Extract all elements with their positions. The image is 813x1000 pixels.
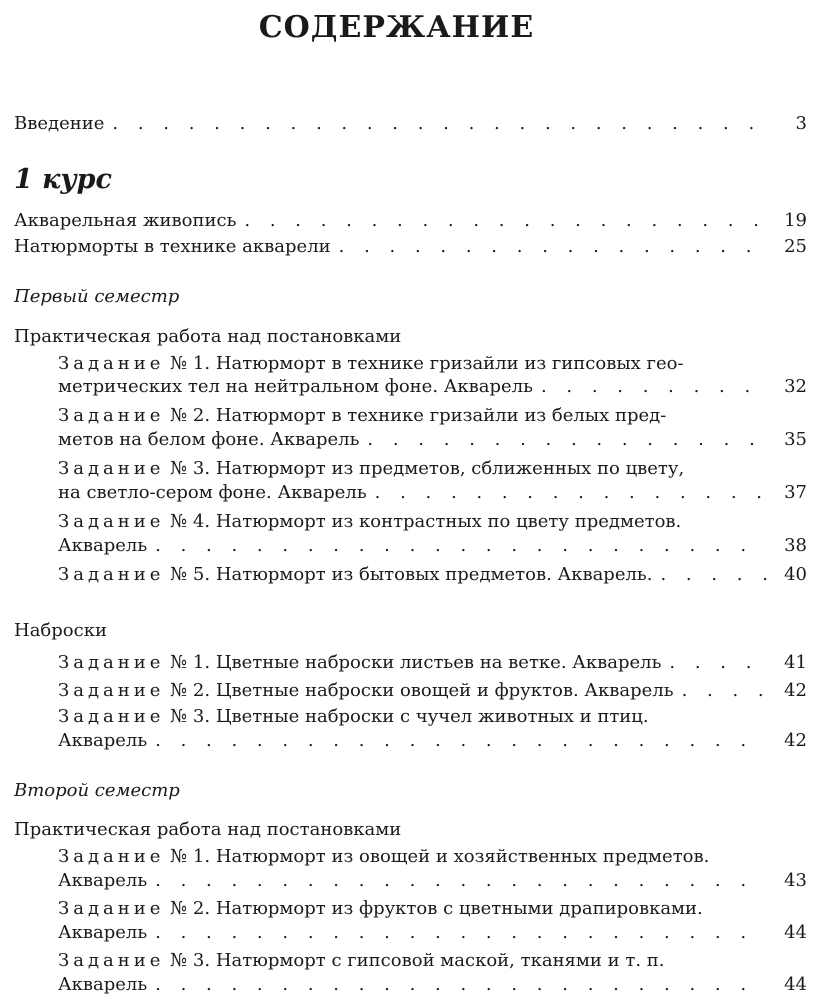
page-number: 38 <box>784 535 807 556</box>
task-text: метов на белом фоне. Акварель <box>58 429 360 450</box>
task-text-body: Цветные наброски овощей и фруктов. Акварель <box>215 680 674 701</box>
page-number: 32 <box>784 376 807 397</box>
dot-leader <box>155 975 767 995</box>
task-number: № 5. <box>170 564 211 585</box>
section-sketches: Наброски <box>14 620 107 641</box>
task-text: метрических тел на нейтральном фоне. Акварель <box>58 376 533 397</box>
page-number: 19 <box>784 210 807 231</box>
task-text: Акварель <box>58 870 148 891</box>
task-text: Акварель <box>58 535 148 556</box>
page-number: 35 <box>784 429 807 450</box>
task2-2-line-2 <box>58 917 807 943</box>
task-number: № 4. <box>170 511 211 532</box>
course-heading: 1 курс <box>14 164 112 195</box>
task-label: Задание <box>58 564 165 585</box>
task-text: Акварель <box>58 922 148 943</box>
dot-leader <box>375 483 767 503</box>
page-number: 43 <box>784 870 807 891</box>
dot-leader <box>155 923 767 943</box>
task-text: Натюрморт из фруктов с цветными драпировками. <box>215 898 703 919</box>
task-text: Натюрморт в технике гризайли из гипсовых гео- <box>215 353 684 374</box>
entry-text: Акварельная живопись <box>14 210 237 231</box>
entry-text: Натюрморты в технике акварели <box>14 236 331 257</box>
page-number: 44 <box>784 922 807 943</box>
task-label: Задание <box>58 652 165 673</box>
section-practical-2: Практическая работа над постановками <box>14 819 402 840</box>
page-number: 42 <box>784 730 807 751</box>
task-text: Натюрморт из овощей и хозяйственных предметов. <box>215 846 710 867</box>
dot-leader <box>669 653 767 673</box>
task-number: № 2. <box>170 405 211 426</box>
dot-leader <box>367 430 767 450</box>
task-text: Натюрморт из контрастных по цвету предметов. <box>215 511 682 532</box>
task-number: № 1. <box>170 353 211 374</box>
task-label: Задание <box>58 706 165 727</box>
task-text-body: Натюрморт из бытовых предметов. Акварель. <box>215 564 653 585</box>
dot-leader <box>112 114 767 134</box>
task-label: Задание <box>58 405 165 426</box>
task2-1-line-2 <box>58 865 807 891</box>
semester-heading-2: Второй семестр <box>14 780 180 801</box>
toc-entry-still-life <box>14 231 807 257</box>
task-number: № 1. <box>170 652 211 673</box>
task-text-body: Цветные наброски листьев на ветке. Акварель <box>215 652 662 673</box>
task2-2-line-1 <box>58 898 703 919</box>
sketch-3-line-1 <box>58 706 649 727</box>
task-label: Задание <box>58 680 165 701</box>
page-number: 41 <box>784 652 807 673</box>
dot-leader <box>660 565 767 585</box>
dot-leader <box>339 237 767 257</box>
task-label: Задание <box>58 846 165 867</box>
task-text <box>58 653 661 673</box>
task2-3-line-2 <box>58 969 807 995</box>
dot-leader <box>541 377 767 397</box>
dot-leader <box>244 211 767 231</box>
page-number: 42 <box>784 680 807 701</box>
task2-3-line-1 <box>58 950 664 971</box>
page-number: 37 <box>784 482 807 503</box>
task-number: № 3. <box>170 706 211 727</box>
toc-entry-watercolor <box>14 205 807 231</box>
task-3-line-2 <box>58 477 807 503</box>
task2-1-line-1 <box>58 846 709 867</box>
task-number: № 1. <box>170 846 211 867</box>
task-4-line-2 <box>58 530 807 556</box>
toc-entry-intro <box>14 108 807 134</box>
section-practical-1: Практическая работа над постановками <box>14 326 402 347</box>
task-3-line-1 <box>58 458 684 479</box>
page-number: 3 <box>795 113 807 134</box>
task-text <box>58 681 674 701</box>
task-text: Натюрморт из предметов, сближенных по цвету, <box>215 458 685 479</box>
task-text: Цветные наброски с чучел животных и птиц. <box>215 706 649 727</box>
dot-leader <box>155 536 767 556</box>
sketch-3-line-2 <box>58 725 807 751</box>
task-number: № 3. <box>170 458 211 479</box>
sketch-1 <box>58 647 807 673</box>
task-text: на светло-сером фоне. Акварель <box>58 482 367 503</box>
task-text <box>58 565 652 585</box>
task-4-line-1 <box>58 511 681 532</box>
task-number: № 2. <box>170 680 211 701</box>
task-label: Задание <box>58 353 165 374</box>
page-title: СОДЕРЖАНИЕ <box>258 10 535 45</box>
sketch-2 <box>58 675 807 701</box>
task-label: Задание <box>58 950 165 971</box>
dot-leader <box>155 871 767 891</box>
task-2-line-1 <box>58 405 666 426</box>
task-number: № 3. <box>170 950 211 971</box>
task-label: Задание <box>58 458 165 479</box>
task-5 <box>58 559 807 585</box>
semester-heading-1: Первый семестр <box>14 286 180 307</box>
task-number: № 2. <box>170 898 211 919</box>
task-text: Акварель <box>58 730 148 751</box>
entry-text: Введение <box>14 113 105 134</box>
task-label: Задание <box>58 898 165 919</box>
task-label: Задание <box>58 511 165 532</box>
page-number: 44 <box>784 974 807 995</box>
dot-leader <box>682 681 767 701</box>
page-number: 25 <box>784 236 807 257</box>
task-2-line-2 <box>58 424 807 450</box>
task-text: Натюрморт в технике гризайли из белых пред- <box>215 405 667 426</box>
task-1-line-2 <box>58 371 807 397</box>
task-text: Акварель <box>58 974 148 995</box>
dot-leader <box>155 731 767 751</box>
task-text: Натюрморт с гипсовой маской, тканями и т. п. <box>215 950 665 971</box>
page-number: 40 <box>784 564 807 585</box>
